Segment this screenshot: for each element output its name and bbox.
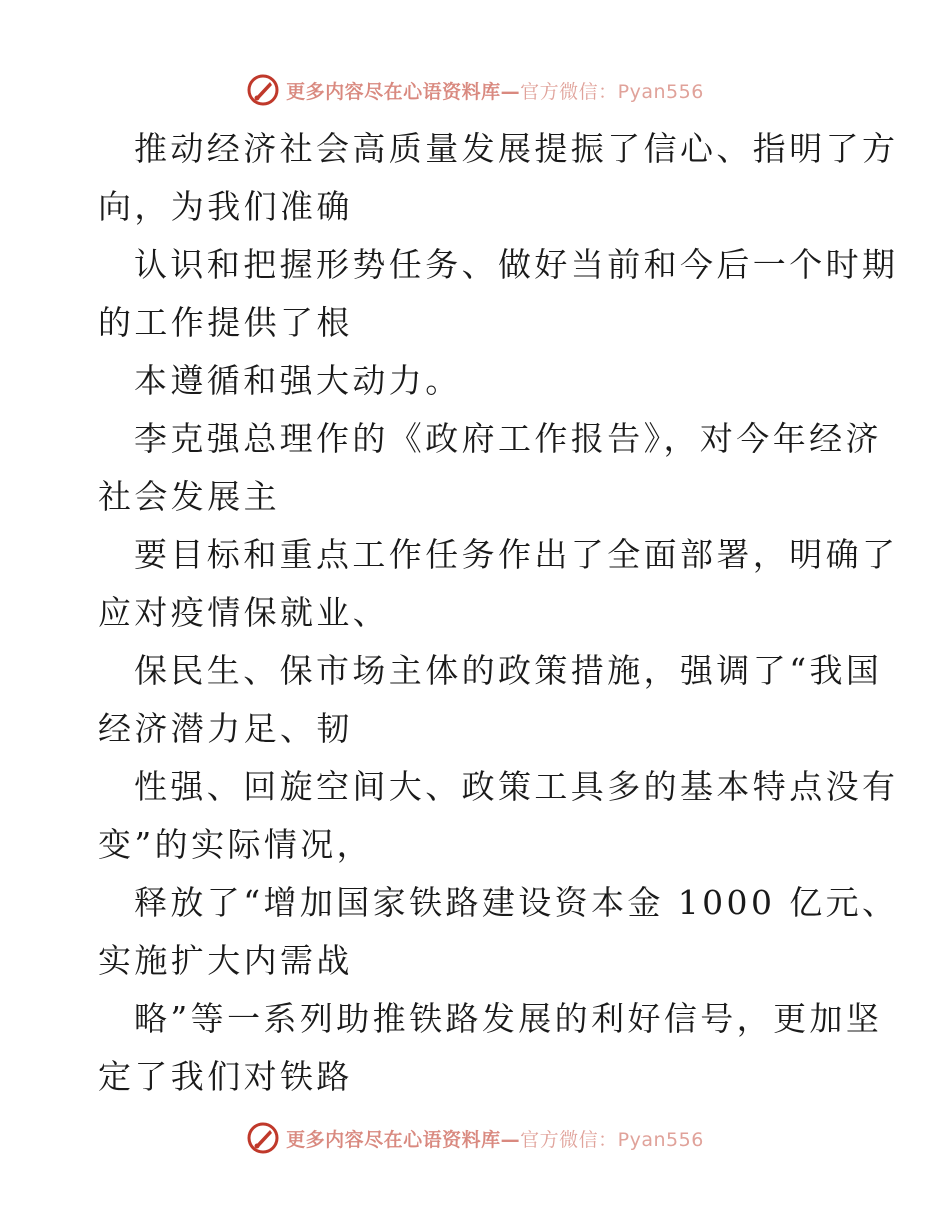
footer-watermark [0,1120,950,1156]
quill-logo-icon [246,73,280,107]
watermark-text: 更多内容尽在心语资料库—官方微信：Pyan556 [286,1128,704,1151]
paragraph: 本遵循和强大动力。 [134,361,462,400]
header-watermark [0,72,950,108]
watermark-text: 更多内容尽在心语资料库—官方微信：Pyan556 [286,80,704,103]
quill-logo-icon [246,1121,280,1155]
paragraph: 推动经济社会高质量发展提振了信心、指明了方 向，为我们准确 [98,129,899,226]
paragraph: 释放了“增加国家铁路建设资本金 1000 亿元、 实施扩大内需战 [98,883,899,980]
paragraph: 要目标和重点工作任务作出了全面部署，明确了 应对疫情保就业、 [98,535,899,632]
paragraph: 认识和把握形势任务、做好当前和今后一个时期 的工作提供了根 [98,245,899,342]
document-body [98,120,899,1106]
paragraph: 性强、回旋空间大、政策工具多的基本特点没有 变”的实际情况， [98,767,899,864]
paragraph: 李克强总理作的《政府工作报告》，对今年经济 社会发展主 [98,419,882,516]
paragraph: 略”等一系列助推铁路发展的利好信号，更加坚 定了我们对铁路 [98,999,883,1096]
paragraph: 保民生、保市场主体的政策措施，强调了“我国 经济潜力足、韧 [98,651,883,748]
watermark-wechat: 官方微信：Pyan556 [520,80,704,103]
watermark-wechat: 官方微信：Pyan556 [520,1128,704,1151]
